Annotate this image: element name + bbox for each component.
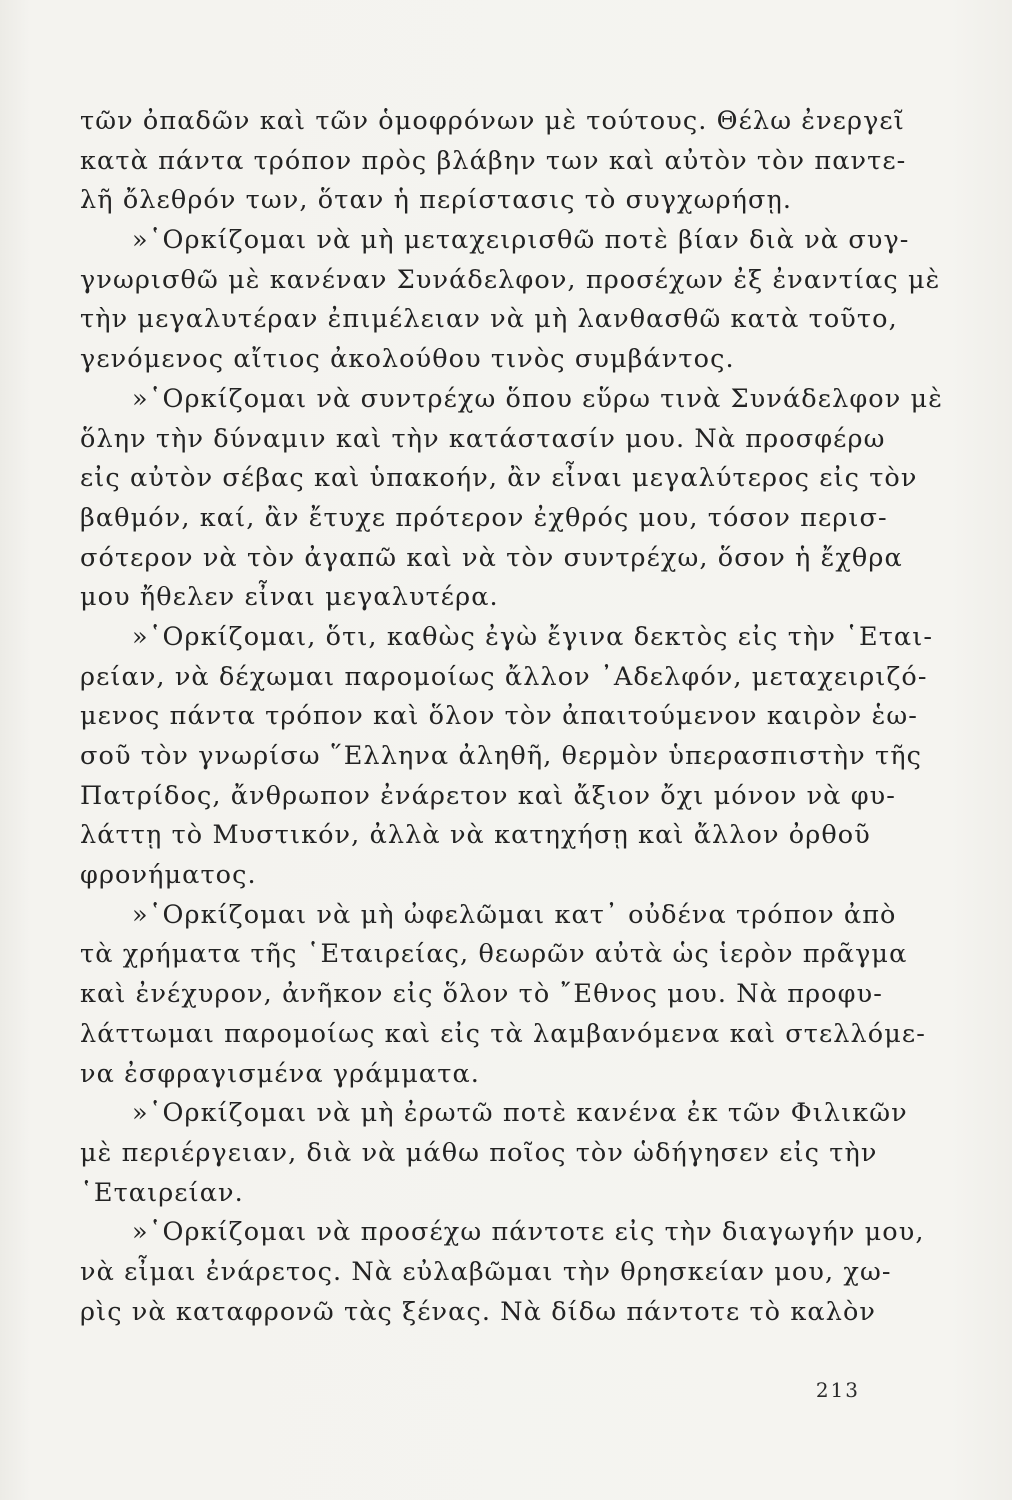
text-line: Πατρίδος, ἄνθρωπον ἐνάρετον καὶ ἄξιον ὄχι μόνον νὰ φυ- [80, 780, 896, 811]
text-line: λάττωμαι παρομοίως καὶ εἰς τὰ λαμβανόμενα καὶ στελλόμε- [80, 1018, 926, 1049]
text-line: »῾Ορκίζομαι νὰ μὴ ὠφελῶμαι κατ᾿ οὐδένα τρόπον ἀπὸ [132, 899, 897, 930]
text-line: φρονήματος. [80, 860, 257, 891]
text-line: ὅλην τὴν δύναμιν καὶ τὴν κατάστασίν μου. Νὰ προσφέρω [80, 423, 886, 454]
text-line: βαθμόν, καί, ἂν ἔτυχε πρότερον ἐχθρός μου, τόσον περισ- [80, 502, 888, 533]
text-line: νὰ εἶμαι ἐνάρετος. Νὰ εὐλαβῶμαι τὴν θρησκείαν μου, χω- [80, 1256, 892, 1287]
text-line: τὰ χρήματα τῆς ῾Εταιρείας, θεωρῶν αὐτὰ ὡς ἱερὸν πρᾶγμα [80, 939, 908, 970]
text-line: ρὶς νὰ καταφρονῶ τὰς ξένας. Νὰ δίδω πάντοτε τὸ καλὸν [80, 1296, 877, 1327]
text-line: να ἐσφραγισμένα γράμματα. [80, 1058, 480, 1089]
text-line: κατὰ πάντα τρόπον πρὸς βλάβην των καὶ αὐτὸν τὸν παντε- [80, 145, 907, 176]
text-line: σότερον νὰ τὸν ἀγαπῶ καὶ νὰ τὸν συντρέχω, ὅσον ἡ ἔχθρα [80, 542, 903, 573]
page-number: 213 [815, 1378, 860, 1402]
text-line: καὶ ἐνέχυρον, ἀνῆκον εἰς ὅλον τὸ ῎Εθνος μου. Νὰ προφυ- [80, 979, 883, 1010]
text-line: γενόμενος αἴτιος ἀκολούθου τινὸς συμβάντος. [80, 344, 735, 375]
text-line: »῾Ορκίζομαι νὰ μὴ ἐρωτῶ ποτὲ κανένα ἐκ τῶν Φιλικῶν [132, 1098, 908, 1129]
body-text [80, 102, 944, 1332]
text-line: ῾Εταιρείαν. [80, 1177, 244, 1208]
text-line: γνωρισθῶ μὲ κανέναν Συνάδελφον, προσέχων ἐξ ἐναντίας μὲ [80, 264, 941, 295]
text-line: μου ἤθελεν εἶναι μεγαλυτέρα. [80, 582, 499, 613]
text-line: λῆ ὄλεθρόν των, ὅταν ἡ περίστασις τὸ συγχωρήσῃ. [80, 185, 793, 216]
text-line: »῾Ορκίζομαι νὰ μὴ μεταχειρισθῶ ποτὲ βίαν διὰ νὰ συγ- [132, 225, 910, 256]
text-line: τὴν μεγαλυτέραν ἐπιμέλειαν νὰ μὴ λανθασθῶ κατὰ τοῦτο, [80, 304, 898, 335]
text-line: μενος πάντα τρόπον καὶ ὅλον τὸν ἀπαιτούμενον καιρὸν ἑω- [80, 701, 919, 732]
text-line: ρείαν, νὰ δέχωμαι παρομοίως ἄλλον ᾿Αδελφόν, μεταχειριζό- [80, 661, 928, 692]
text-line: λάττῃ τὸ Μυστικόν, ἀλλὰ νὰ κατηχήσῃ καὶ ἄλλον ὀρθοῦ [80, 820, 871, 851]
text-line: μὲ περιέργειαν, διὰ νὰ μάθω ποῖος τὸν ὡδήγησεν εἰς τὴν [80, 1137, 878, 1168]
text-line: τῶν ὀπαδῶν καὶ τῶν ὁμοφρόνων μὲ τούτους. Θέλω ἐνεργεῖ [80, 106, 905, 136]
text-line: σοῦ τὸν γνωρίσω ῞Ελληνα ἀληθῆ, θερμὸν ὑπερασπιστὴν τῆς [80, 741, 922, 771]
text-line: »῾Ορκίζομαι νὰ συντρέχω ὅπου εὕρω τινὰ Συνάδελφον μὲ [132, 383, 944, 414]
text-line: »῾Ορκίζομαι, ὅτι, καθὼς ἐγὼ ἔγινα δεκτὸς εἰς τὴν ῾Εται- [132, 621, 934, 652]
text-line: »῾Ορκίζομαι νὰ προσέχω πάντοτε εἰς τὴν διαγωγήν μου, [132, 1217, 925, 1248]
text-line: εἰς αὐτὸν σέβας καὶ ὑπακοήν, ἂν εἶναι μεγαλύτερος εἰς τὸν [80, 463, 918, 494]
